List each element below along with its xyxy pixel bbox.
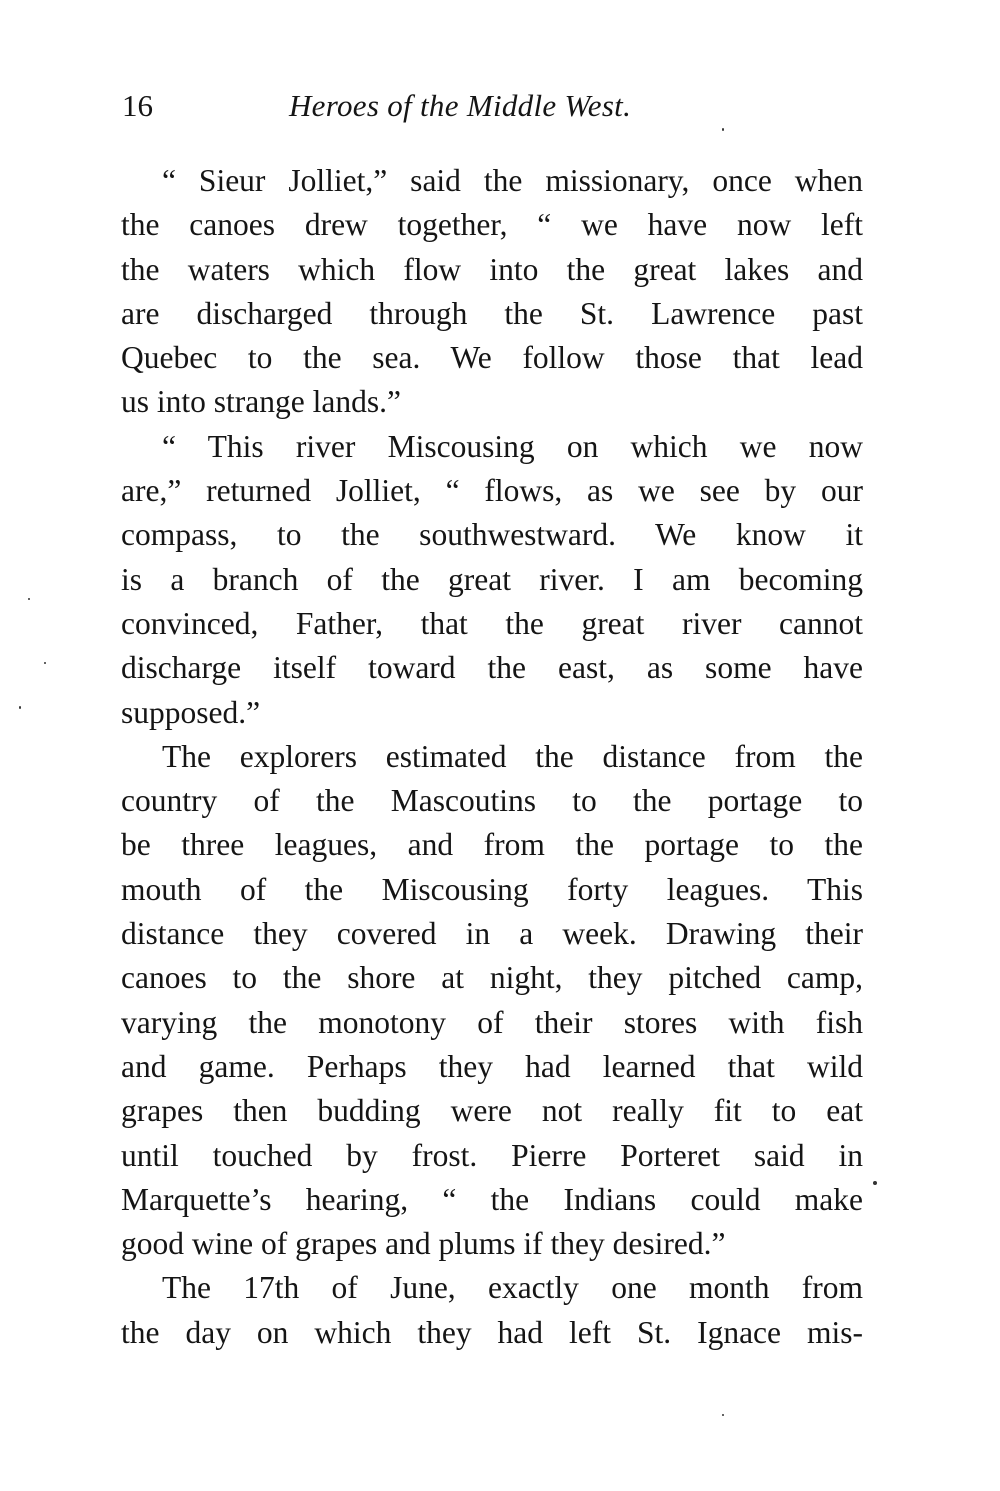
scan-speck [44, 662, 46, 664]
text-line: the waters which flow into the great lakes and [121, 251, 863, 287]
scan-speck [28, 598, 30, 600]
text-line: good wine of grapes and plums if they desired.” [121, 1226, 726, 1262]
text-line: varying the monotony of their stores with fish [121, 1004, 863, 1040]
text-line: convinced, Father, that the great river cannot [121, 605, 863, 641]
text-line: the day on which they had left St. Ignace mis- [121, 1314, 863, 1350]
scan-speck [722, 128, 724, 131]
text-line: until touched by frost. Pierre Porteret said in [121, 1137, 863, 1173]
text-line: is a branch of the great river. I am becoming [121, 561, 863, 597]
text-line: are discharged through the St. Lawrence past [121, 295, 863, 331]
text-line: compass, to the southwestward. We know it [121, 517, 863, 553]
text-line: country of the Mascoutins to the portage to [121, 783, 863, 819]
text-line: distance they covered in a week. Drawing their [121, 916, 863, 952]
text-line: canoes to the shore at night, they pitched camp, [121, 960, 863, 996]
text-line: us into strange lands.” [121, 384, 401, 420]
text-line: The explorers estimated the distance from the [162, 738, 863, 774]
text-line: be three leagues, and from the portage to the [121, 827, 863, 863]
text-line: Quebec to the sea. We follow those that lead [121, 340, 863, 376]
text-line: “ Sieur Jolliet,” said the missionary, once when [162, 163, 863, 198]
text-line: The 17th of June, exactly one month from [162, 1270, 863, 1306]
running-head [122, 82, 867, 130]
body-text [121, 159, 863, 1355]
text-line: supposed.” [121, 694, 261, 730]
running-title: Heroes of the Middle West. [289, 88, 632, 123]
text-line: discharge itself toward the east, as some have [121, 650, 863, 686]
text-line: mouth of the Miscousing forty leagues. This [121, 871, 863, 907]
scan-speck [19, 706, 21, 709]
text-line: “ This river Miscousing on which we now [162, 428, 863, 464]
page-number: 16 [122, 88, 153, 123]
text-line: the canoes drew together, “ we have now left [121, 207, 863, 243]
scan-speck [873, 1181, 877, 1185]
scan-speck [722, 1414, 724, 1416]
text-line: Marquette’s hearing, “ the Indians could make [121, 1181, 863, 1217]
text-line: and game. Perhaps they had learned that wild [121, 1048, 863, 1084]
text-line: are,” returned Jolliet, “ flows, as we see by our [121, 473, 863, 509]
text-line: grapes then budding were not really fit to eat [121, 1093, 863, 1129]
